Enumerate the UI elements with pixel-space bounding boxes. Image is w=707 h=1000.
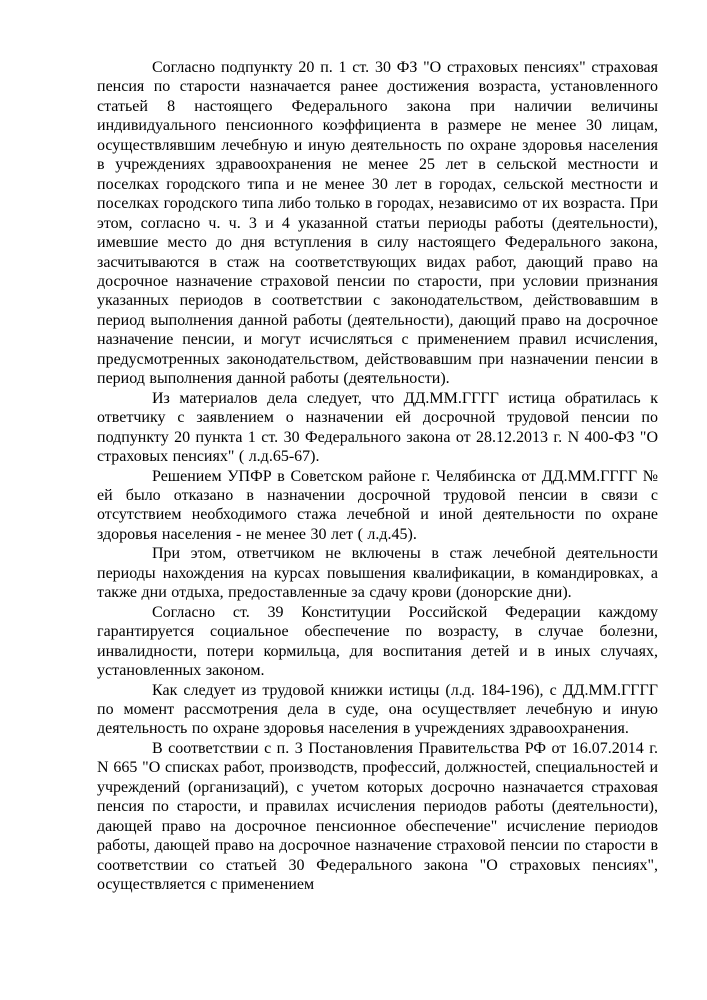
paragraph-case-materials-application: Из материалов дела следует, что ДД.ММ.ГГГГ истица обратилась к ответчику с заявлением о назначении ей досрочной трудовой пенсии по подпункту 20 пункта 1 ст. 30 Федерального закона от 28.12.2013 г. N 400-ФЗ "О страховых пенсиях" ( л.д.65-67). [97, 389, 658, 466]
paragraph-law-fz400-definition: Согласно подпункту 20 п. 1 ст. 30 ФЗ "О страховых пенсиях" страховая пенсия по старости назначается ранее достижения возраста, установленного статьей 8 настоящего Федерального закона при наличии величины индивидуального пенсионного коэффициента в размере не менее 30 лицам, осуществлявшим лечебную и иную деятельность по охране здоровья населения в учреждениях здравоохранения не менее 25 лет в сельской местности и поселках городского типа и не менее 30 лет в городах, сельской местности и поселках городского типа либо только в городах, независимо от их возраста. При этом, согласно ч. ч. 3 и 4 указанной статьи периоды работы (деятельности), имевшие место до дня вступления в силу настоящего Федерального закона, засчитываются в стаж на соответствующих видах работ, дающий право на досрочное назначение страховой пенсии по старости, при условии признания указанных периодов в соответствии с законодательством, действовавшим в период выполнения данной работы (деятельности), дающий право на досрочное назначение пенсии, и могут исчисляться с применением правил исчисления, предусмотренных законодательством, действовавшим при назначении пенсии в период выполнения данной работы (деятельности). [97, 59, 658, 388]
paragraph-upfr-refusal-decision: Решением УПФР в Советском районе г. Челябинска от ДД.ММ.ГГГГ № ей было отказано в назначении досрочной трудовой пенсии в связи с отсутствием необходимого стажа лечебной и иной деятельности по охране здоровья населения - не менее 30 лет ( л.д.45). [97, 467, 658, 543]
paragraph-work-record-book: Как следует из трудовой книжки истицы (л.д. 184-196), с ДД.ММ.ГГГГ по момент рассмотрения дела в суде, она осуществляет лечебную и иную деятельность по охране здоровья населения в учреждениях здравоохранения. [97, 681, 658, 738]
paragraph-government-resolution-665: В соответствии с п. 3 Постановления Правительства РФ от 16.07.2014 г. N 665 "О списках работ, производств, профессий, должностей, специальностей и учреждений (организаций), с учетом которых досрочно назначается страховая пенсия по старости, и правилах исчисления периодов работы (деятельности), дающей право на досрочное пенсионное обеспечение" исчисление периодов работы, дающей право на досрочное назначение страховой пенсии по старости в соответствии со статьей 30 Федерального закона "О страховых пенсиях", осуществляется с применением [97, 739, 658, 894]
document-page [97, 58, 658, 894]
paragraph-excluded-periods: При этом, ответчиком не включены в стаж лечебной деятельности периоды нахождения на курсах повышения квалификации, в командировках, а также дни отдыха, предоставленные за сдачу крови (донорские дни). [97, 545, 658, 602]
paragraph-constitution-art39: Согласно ст. 39 Конституции Российской Федерации каждому гарантируется социальное обеспечение по возрасту, в случае болезни, инвалидности, потери кормильца, для воспитания детей и в иных случаях, установленных законом. [97, 603, 658, 680]
